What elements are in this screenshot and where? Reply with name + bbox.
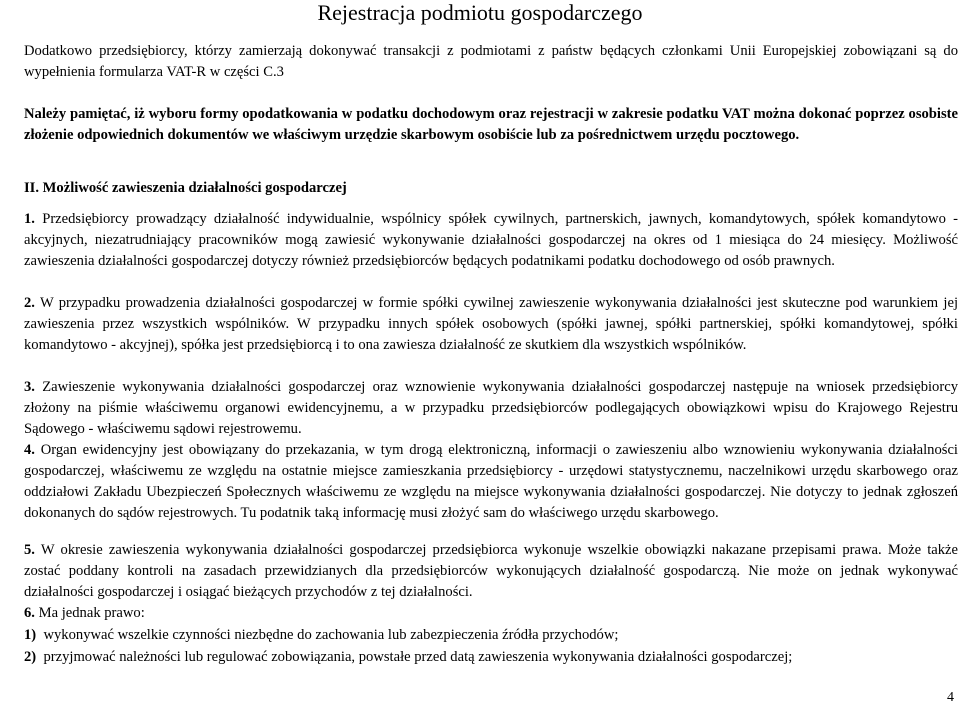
list-item-3 [24, 377, 958, 440]
sub-item-text: wykonywać wszelkie czynności niezbędne do zachowania lub zabezpieczenia źródła przychodów; [43, 627, 619, 643]
list-item-2 [24, 293, 958, 356]
list-item-1 [24, 209, 958, 272]
page-title: Rejestracja podmiotu gospodarczego [317, 0, 643, 25]
item-number: 5. [24, 542, 35, 558]
item-number: 3. [24, 379, 35, 395]
item-text: Przedsiębiorcy prowadzący działalność indywidualnie, wspólnicy spółek cywilnych, partnerskich, jawnych, komandytowych, spółek komandytowo - akcyjnych, niezatrudniający pracowników mogą zawiesić wykonywanie działalności gospodarczej na okres od 1 miesiąca do 24 miesięcy. Możliwość zawieszenia działalności gospodarczej dotyczy również przedsiębiorców będących podatnikami podatku dochodowego od osób prawnych. [24, 211, 958, 269]
item-number: 2. [24, 295, 35, 311]
list-item-5 [24, 540, 958, 603]
sub-item-number: 1) [24, 627, 37, 643]
sub-item-1 [24, 625, 958, 646]
item-number: 1. [24, 211, 35, 227]
item-text: W okresie zawieszenia wykonywania działalności gospodarczej przedsiębiorca wykonuje wszelkie obowiązki nakazane przepisami prawa. Może także zostać poddany kontroli na zasadach przewidzianych dla przedsiębiorców wykonujących działalność gospodarczą. Nie może on jednak wykonywać działalności gospodarczej i osiągać bieżących przychodów z tej działalności. [24, 542, 958, 600]
sub-item-text: przyjmować należności lub regulować zobowiązania, powstałe przed datą zawieszenia wykonywania działalności gospodarczej; [43, 649, 793, 665]
item-number: 6. [24, 605, 35, 621]
item-text: Zawieszenie wykonywania działalności gospodarczej oraz wznowienie wykonywania działalności gospodarczej następuje na wniosek przedsiębiorcy złożony na piśmie właściwemu organowi ewidencyjnemu, a w przypadku przedsiębiorców podlegających obowiązkowi wpisu do Krajowego Rejestru Sądowego - właściwemu sądowi rejestrowemu. [24, 379, 958, 437]
list-item-4 [24, 440, 958, 524]
intro-paragraph: Dodatkowo przedsiębiorcy, którzy zamierzają dokonywać transakcji z podmiotami z państw będących członkami Unii Europejskiej zobowiązani są do wypełnienia formularza VAT-R w części C.3 [24, 43, 958, 80]
page-number: 4 [947, 690, 954, 705]
item-number: 4. [24, 442, 35, 458]
item-text: Organ ewidencyjny jest obowiązany do przekazania, w tym drogą elektroniczną, informacji o zawieszeniu albo wznowieniu wykonywania działalności gospodarczej, właściwemu ze względu na ostatnie miejsce zamieszkania przedsiębiorcy - urzędowi statystycznemu, naczelnikowi urzędu skarbowego oraz oddziałowi Zakładu Ubezpieczeń Społecznych właściwemu ze względu na miejsce wykonywania działalności gospodarczej. Nie dotyczy to jednak zgłoszeń dokonanych do sądów rejestrowych. Tu podatnik taką informację musi złożyć sam do właściwego urzędu skarbowego. [24, 442, 958, 521]
list-item-6 [24, 603, 958, 624]
vat-note-paragraph: Należy pamiętać, iż wyboru formy opodatkowania w podatku dochodowym oraz rejestracji w zakresie podatku VAT można dokonać poprzez osobiste złożenie odpowiednich dokumentów we właściwym urzędzie skarbowym osobiście lub za pośrednictwem urzędu pocztowego. [24, 106, 958, 143]
item-text: W przypadku prowadzenia działalności gospodarczej w formie spółki cywilnej zawieszenie wykonywania działalności jest skuteczne pod warunkiem jej zawieszenia przez wszystkich wspólników. W przypadku innych spółek osobowych (spółki jawnej, spółki partnerskiej, spółki komandytowej, spółki komandytowo - akcyjnej), spółka jest przedsiębiorcą i to ona zawiesza działalność ze skutkiem dla wszystkich wspólników. [24, 295, 958, 353]
sub-item-number: 2) [24, 649, 37, 665]
section-heading: II. Możliwość zawieszenia działalności gospodarczej [24, 180, 347, 196]
item-text: Ma jednak prawo: [38, 605, 145, 621]
sub-item-2 [24, 647, 958, 668]
